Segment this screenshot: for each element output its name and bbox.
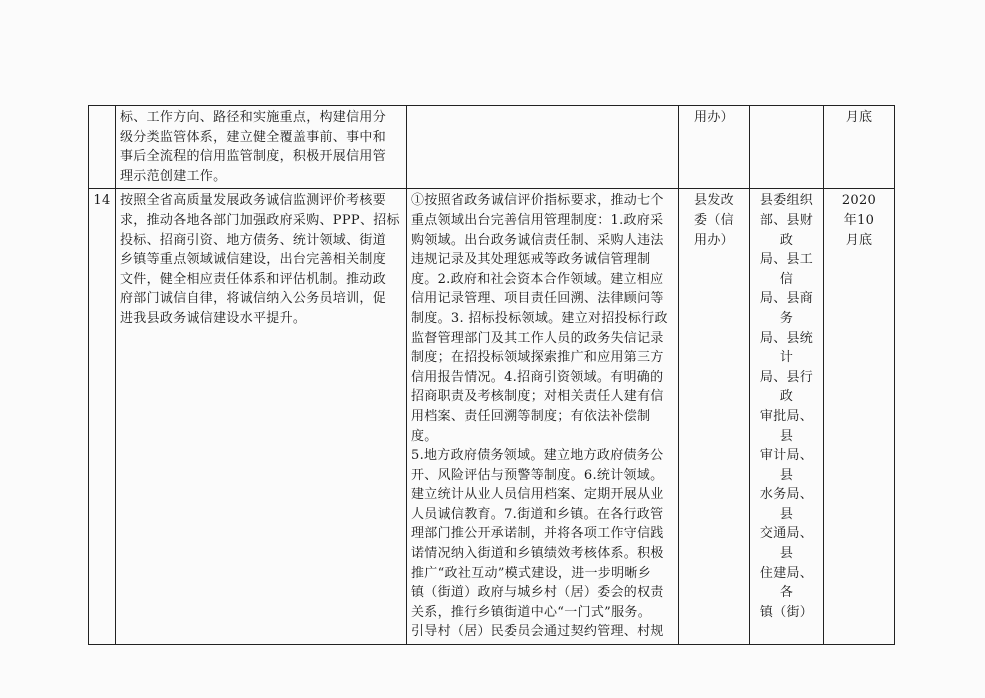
row-number-cell: 14 [89, 189, 116, 645]
task-table [88, 105, 895, 645]
table-row [89, 106, 895, 189]
measures-cell: ①按照省政务诚信评价指标要求，推动七个 重点领域出台完善信用管理制度：1.政府采 购领域。出台政务诚信责任制、采购人违法 违规记录及其处理惩戒等政务诚信管理制 度。2.政府和社会资本合作领域。建立相应 信用记录管理、项目责任回溯、法律顾问等 制度。3. 招标投标领域。建立对招投标行政 监督管理部门及其工作人员的政务失信记录 制度；在招投标领域探索推广和应用第三方 信用报告情况。4.招商引资领域。有明确的 招商职责及考核制度；对相关责任人建有信 用档案、责任回溯等制度；有依法补偿制度。 5.地方政府债务领域。建立地方政府债务公 开、风险评估与预警等制度。6.统计领域。 建立统计从业人员信用档案、定期开展从业 人员诚信教育。7.街道和乡镇。在各行政管 理部门推公开承诺制，并将各项工作守信践 诺情况纳入街道和乡镇绩效考核体系。积极 推广“政社互动”模式建设，进一步明晰乡 镇（街道）政府与城乡村（居）委会的权责 关系，推行乡镇街道中心“一门式”服务。 引导村（居）民委员会通过契约管理、村规 [407, 189, 679, 645]
deadline-cell: 2020 年10 月底 [824, 189, 895, 645]
measures-cell [407, 106, 679, 189]
lead-unit-cell: 用办） [679, 106, 750, 189]
table-row [89, 189, 895, 645]
row-number-cell [89, 106, 116, 189]
coop-unit-cell [750, 106, 824, 189]
lead-unit-cell: 县发改 委（信 用办） [679, 189, 750, 645]
task-cell: 标、工作方向、路径和实施重点，构建信用分 级分类监管体系，建立健全覆盖事前、事中和 事后全流程的信用监管制度，积极开展信用管 理示范创建工作。 [116, 106, 407, 189]
task-cell: 按照全省高质量发展政务诚信监测评价考核要 求，推动各地各部门加强政府采购、PPP、招标 投标、招商引资、地方债务、统计领域、街道 乡镇等重点领域诚信建设，出台完善相关制度 文件，健全相应责任体系和评估机制。推动政 府部门诚信自律，将诚信纳入公务员培训，促 进我县政务诚信建设水平提升。 [116, 189, 407, 645]
coop-unit-cell: 县委组织 部、县财政 局、县工信 局、县商务 局、县统计 局、县行政 审批局、县 审计局、县 水务局、县 交通局、县 住建局、各 镇（街） [750, 189, 824, 645]
deadline-cell: 月底 [824, 106, 895, 189]
